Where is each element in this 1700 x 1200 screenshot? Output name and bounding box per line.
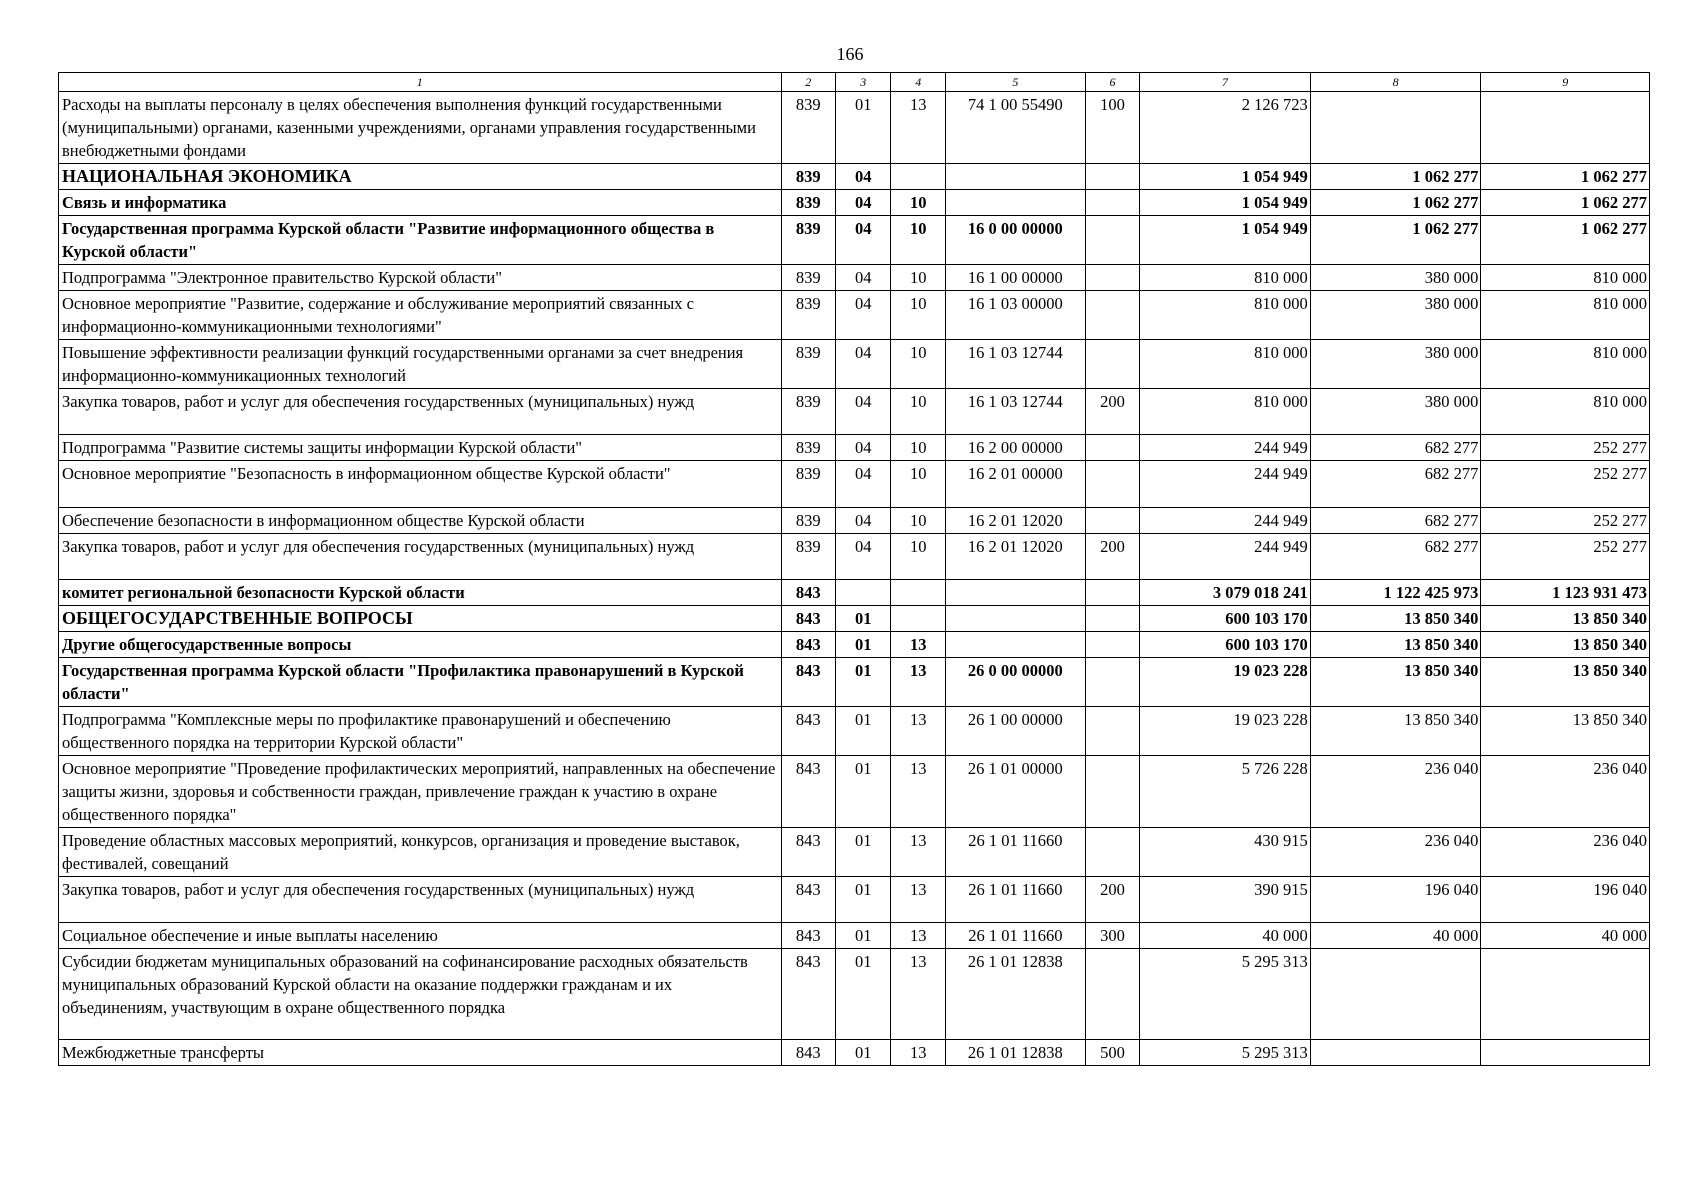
code-target-cell: 26 1 01 11660 <box>945 828 1085 877</box>
amount-cell: 40 000 <box>1481 923 1650 949</box>
code-target-cell <box>945 606 1085 632</box>
code-subsection-cell: 10 <box>891 389 945 435</box>
table-row <box>59 265 1650 291</box>
code-type-cell: 100 <box>1085 92 1139 164</box>
amount-cell: 2 126 723 <box>1140 92 1311 164</box>
amount-cell: 1 062 277 <box>1310 190 1481 216</box>
code-subsection-cell: 10 <box>891 435 945 461</box>
code-section-cell: 04 <box>835 265 891 291</box>
amount-cell: 13 850 340 <box>1481 658 1650 707</box>
code-subsection-cell: 10 <box>891 265 945 291</box>
code-target-cell <box>945 632 1085 658</box>
amount-cell: 1 062 277 <box>1310 164 1481 190</box>
amount-cell: 380 000 <box>1310 389 1481 435</box>
amount-cell: 1 054 949 <box>1140 190 1311 216</box>
row-name-cell: Подпрограмма "Электронное правительство Курской области" <box>59 265 782 291</box>
code-section-cell: 04 <box>835 190 891 216</box>
row-name-cell: Субсидии бюджетам муниципальных образований на софинансирование расходных обязательств муниципальных образований Курской области на оказание поддержки гражданам и их объединениям, участвующим в охране общественного порядка <box>59 949 782 1040</box>
code-section-cell: 01 <box>835 707 891 756</box>
code-type-cell <box>1085 949 1139 1040</box>
row-name-cell: Обеспечение безопасности в информационном обществе Курской области <box>59 508 782 534</box>
row-name-cell: Другие общегосударственные вопросы <box>59 632 782 658</box>
amount-cell: 236 040 <box>1310 756 1481 828</box>
amount-cell: 380 000 <box>1310 291 1481 340</box>
code-subsection-cell: 13 <box>891 632 945 658</box>
amount-cell <box>1481 949 1650 1040</box>
row-name-cell: Государственная программа Курской области "Развитие информационного общества в Курской области" <box>59 216 782 265</box>
code-type-cell <box>1085 340 1139 389</box>
code-gp-cell: 839 <box>781 435 835 461</box>
amount-cell: 380 000 <box>1310 340 1481 389</box>
code-section-cell <box>835 580 891 606</box>
table-row <box>59 461 1650 508</box>
code-subsection-cell: 10 <box>891 291 945 340</box>
row-name-cell: Закупка товаров, работ и услуг для обеспечения государственных (муниципальных) нужд <box>59 877 782 923</box>
column-header: 3 <box>835 73 891 92</box>
code-section-cell: 01 <box>835 756 891 828</box>
amount-cell: 810 000 <box>1140 340 1311 389</box>
column-header: 4 <box>891 73 945 92</box>
amount-cell: 236 040 <box>1481 756 1650 828</box>
row-name-cell: Социальное обеспечение и иные выплаты населению <box>59 923 782 949</box>
code-type-cell <box>1085 164 1139 190</box>
code-gp-cell: 839 <box>781 92 835 164</box>
code-subsection-cell: 13 <box>891 756 945 828</box>
amount-cell: 682 277 <box>1310 508 1481 534</box>
code-gp-cell: 843 <box>781 707 835 756</box>
code-type-cell <box>1085 632 1139 658</box>
amount-cell: 810 000 <box>1481 389 1650 435</box>
code-gp-cell: 839 <box>781 340 835 389</box>
code-type-cell: 500 <box>1085 1040 1139 1066</box>
table-row <box>59 1040 1650 1066</box>
code-subsection-cell: 10 <box>891 461 945 508</box>
amount-cell: 810 000 <box>1140 265 1311 291</box>
table-row <box>59 389 1650 435</box>
code-gp-cell: 843 <box>781 1040 835 1066</box>
amount-cell: 5 726 228 <box>1140 756 1311 828</box>
code-target-cell: 26 1 00 00000 <box>945 707 1085 756</box>
code-target-cell: 16 2 01 00000 <box>945 461 1085 508</box>
code-type-cell <box>1085 461 1139 508</box>
column-header: 8 <box>1310 73 1481 92</box>
row-name-cell: комитет региональной безопасности Курской области <box>59 580 782 606</box>
code-target-cell <box>945 190 1085 216</box>
amount-cell: 1 062 277 <box>1310 216 1481 265</box>
header-row <box>59 73 1650 92</box>
amount-cell: 244 949 <box>1140 435 1311 461</box>
amount-cell: 244 949 <box>1140 534 1311 580</box>
code-target-cell: 16 1 03 12744 <box>945 389 1085 435</box>
amount-cell: 390 915 <box>1140 877 1311 923</box>
table-row <box>59 508 1650 534</box>
amount-cell: 600 103 170 <box>1140 606 1311 632</box>
amount-cell: 252 277 <box>1481 534 1650 580</box>
code-target-cell: 74 1 00 55490 <box>945 92 1085 164</box>
amount-cell: 810 000 <box>1140 389 1311 435</box>
code-type-cell <box>1085 216 1139 265</box>
row-name-cell: Основное мероприятие "Развитие, содержание и обслуживание мероприятий связанных с информационно-коммуникационными технологиями" <box>59 291 782 340</box>
table-row <box>59 291 1650 340</box>
column-header: 9 <box>1481 73 1650 92</box>
code-section-cell: 01 <box>835 1040 891 1066</box>
code-gp-cell: 843 <box>781 828 835 877</box>
code-type-cell <box>1085 190 1139 216</box>
code-target-cell: 26 0 00 00000 <box>945 658 1085 707</box>
code-subsection-cell: 13 <box>891 658 945 707</box>
row-name-cell: Межбюджетные трансферты <box>59 1040 782 1066</box>
row-name-cell: НАЦИОНАЛЬНАЯ ЭКОНОМИКА <box>59 164 782 190</box>
amount-cell: 682 277 <box>1310 534 1481 580</box>
code-type-cell <box>1085 580 1139 606</box>
code-gp-cell: 839 <box>781 461 835 508</box>
code-gp-cell: 843 <box>781 923 835 949</box>
code-subsection-cell: 10 <box>891 534 945 580</box>
table-row <box>59 606 1650 632</box>
code-target-cell: 16 1 00 00000 <box>945 265 1085 291</box>
row-name-cell: Расходы на выплаты персоналу в целях обеспечения выполнения функций государственными (муниципальными) органами, казенными учреждениями, органами управления государственными внебюджетными фондами <box>59 92 782 164</box>
column-header: 5 <box>945 73 1085 92</box>
code-target-cell: 26 1 01 12838 <box>945 1040 1085 1066</box>
amount-cell: 430 915 <box>1140 828 1311 877</box>
code-type-cell <box>1085 435 1139 461</box>
amount-cell: 13 850 340 <box>1481 606 1650 632</box>
row-name-cell: Закупка товаров, работ и услуг для обеспечения государственных (муниципальных) нужд <box>59 389 782 435</box>
amount-cell: 1 062 277 <box>1481 190 1650 216</box>
code-gp-cell: 843 <box>781 606 835 632</box>
code-subsection-cell: 10 <box>891 508 945 534</box>
table-row <box>59 580 1650 606</box>
code-gp-cell: 843 <box>781 877 835 923</box>
amount-cell: 380 000 <box>1310 265 1481 291</box>
amount-cell: 1 062 277 <box>1481 164 1650 190</box>
amount-cell: 3 079 018 241 <box>1140 580 1311 606</box>
code-gp-cell: 843 <box>781 658 835 707</box>
amount-cell: 810 000 <box>1140 291 1311 340</box>
table-row <box>59 949 1650 1040</box>
code-section-cell: 01 <box>835 606 891 632</box>
code-gp-cell: 839 <box>781 190 835 216</box>
code-section-cell: 04 <box>835 164 891 190</box>
code-section-cell: 04 <box>835 435 891 461</box>
amount-cell: 236 040 <box>1310 828 1481 877</box>
code-target-cell: 16 2 01 12020 <box>945 508 1085 534</box>
code-type-cell <box>1085 828 1139 877</box>
amount-cell: 19 023 228 <box>1140 658 1311 707</box>
table-row <box>59 756 1650 828</box>
code-subsection-cell: 10 <box>891 216 945 265</box>
code-subsection-cell: 10 <box>891 190 945 216</box>
column-header: 6 <box>1085 73 1139 92</box>
code-section-cell: 04 <box>835 291 891 340</box>
amount-cell: 13 850 340 <box>1481 707 1650 756</box>
code-target-cell: 16 2 01 12020 <box>945 534 1085 580</box>
amount-cell: 1 123 931 473 <box>1481 580 1650 606</box>
budget-table <box>58 72 1650 1066</box>
amount-cell: 1 062 277 <box>1481 216 1650 265</box>
code-subsection-cell: 13 <box>891 877 945 923</box>
code-section-cell: 04 <box>835 461 891 508</box>
amount-cell <box>1310 1040 1481 1066</box>
amount-cell: 196 040 <box>1481 877 1650 923</box>
code-target-cell: 16 0 00 00000 <box>945 216 1085 265</box>
table-row <box>59 828 1650 877</box>
code-section-cell: 01 <box>835 923 891 949</box>
code-target-cell <box>945 164 1085 190</box>
column-header: 7 <box>1140 73 1311 92</box>
code-target-cell: 26 1 01 11660 <box>945 877 1085 923</box>
table-row <box>59 534 1650 580</box>
code-target-cell: 16 1 03 00000 <box>945 291 1085 340</box>
row-name-cell: Государственная программа Курской области "Профилактика правонарушений в Курской области" <box>59 658 782 707</box>
code-gp-cell: 843 <box>781 756 835 828</box>
amount-cell: 13 850 340 <box>1310 632 1481 658</box>
row-name-cell: ОБЩЕГОСУДАРСТВЕННЫЕ ВОПРОСЫ <box>59 606 782 632</box>
table-row <box>59 216 1650 265</box>
code-subsection-cell: 10 <box>891 340 945 389</box>
row-name-cell: Повышение эффективности реализации функций государственными органами за счет внедрения информационно-коммуникационных технологий <box>59 340 782 389</box>
code-subsection-cell <box>891 606 945 632</box>
row-name-cell: Подпрограмма "Развитие системы защиты информации Курской области" <box>59 435 782 461</box>
page-number: 166 <box>836 44 864 64</box>
row-name-cell: Проведение областных массовых мероприятий, конкурсов, организация и проведение выставок, фестивалей, совещаний <box>59 828 782 877</box>
code-type-cell: 200 <box>1085 534 1139 580</box>
code-subsection-cell: 13 <box>891 949 945 1040</box>
row-name-cell: Связь и информатика <box>59 190 782 216</box>
column-header: 1 <box>59 73 782 92</box>
table-row <box>59 707 1650 756</box>
amount-cell: 196 040 <box>1310 877 1481 923</box>
amount-cell: 40 000 <box>1140 923 1311 949</box>
code-section-cell: 04 <box>835 508 891 534</box>
amount-cell <box>1481 92 1650 164</box>
code-target-cell: 16 2 00 00000 <box>945 435 1085 461</box>
table-row <box>59 92 1650 164</box>
code-type-cell <box>1085 265 1139 291</box>
amount-cell: 682 277 <box>1310 435 1481 461</box>
code-section-cell: 01 <box>835 828 891 877</box>
code-section-cell: 01 <box>835 92 891 164</box>
code-subsection-cell <box>891 164 945 190</box>
code-target-cell: 26 1 01 11660 <box>945 923 1085 949</box>
code-section-cell: 04 <box>835 389 891 435</box>
code-target-cell <box>945 580 1085 606</box>
amount-cell: 13 850 340 <box>1310 658 1481 707</box>
row-name-cell: Основное мероприятие "Проведение профилактических мероприятий, направленных на обеспечение защиты жизни, здоровья и собственности граждан, привлечение граждан к участию в охране общественного порядка" <box>59 756 782 828</box>
amount-cell: 13 850 340 <box>1481 632 1650 658</box>
code-section-cell: 04 <box>835 340 891 389</box>
code-type-cell <box>1085 707 1139 756</box>
table-row <box>59 435 1650 461</box>
amount-cell: 236 040 <box>1481 828 1650 877</box>
amount-cell <box>1481 1040 1650 1066</box>
amount-cell: 1 054 949 <box>1140 164 1311 190</box>
amount-cell: 244 949 <box>1140 461 1311 508</box>
amount-cell: 40 000 <box>1310 923 1481 949</box>
code-subsection-cell: 13 <box>891 1040 945 1066</box>
amount-cell: 13 850 340 <box>1310 707 1481 756</box>
code-gp-cell: 839 <box>781 389 835 435</box>
amount-cell: 5 295 313 <box>1140 1040 1311 1066</box>
amount-cell: 252 277 <box>1481 461 1650 508</box>
amount-cell: 13 850 340 <box>1310 606 1481 632</box>
table-row <box>59 340 1650 389</box>
code-type-cell: 200 <box>1085 389 1139 435</box>
code-section-cell: 01 <box>835 949 891 1040</box>
code-subsection-cell: 13 <box>891 923 945 949</box>
amount-cell: 19 023 228 <box>1140 707 1311 756</box>
code-target-cell: 16 1 03 12744 <box>945 340 1085 389</box>
amount-cell: 810 000 <box>1481 265 1650 291</box>
code-gp-cell: 843 <box>781 949 835 1040</box>
table-row <box>59 190 1650 216</box>
table-row <box>59 877 1650 923</box>
code-subsection-cell: 13 <box>891 828 945 877</box>
amount-cell: 810 000 <box>1481 291 1650 340</box>
code-gp-cell: 839 <box>781 265 835 291</box>
column-header: 2 <box>781 73 835 92</box>
code-type-cell <box>1085 658 1139 707</box>
code-section-cell: 01 <box>835 632 891 658</box>
code-gp-cell: 839 <box>781 291 835 340</box>
row-name-cell: Основное мероприятие "Безопасность в информационном обществе Курской области" <box>59 461 782 508</box>
row-name-cell: Закупка товаров, работ и услуг для обеспечения государственных (муниципальных) нужд <box>59 534 782 580</box>
code-subsection-cell: 13 <box>891 707 945 756</box>
code-section-cell: 01 <box>835 877 891 923</box>
code-type-cell: 300 <box>1085 923 1139 949</box>
code-gp-cell: 843 <box>781 580 835 606</box>
code-gp-cell: 839 <box>781 164 835 190</box>
table-row <box>59 164 1650 190</box>
code-type-cell <box>1085 508 1139 534</box>
amount-cell: 252 277 <box>1481 435 1650 461</box>
code-gp-cell: 839 <box>781 534 835 580</box>
amount-cell: 1 122 425 973 <box>1310 580 1481 606</box>
row-name-cell: Подпрограмма "Комплексные меры по профилактике правонарушений и обеспечению общественного порядка на территории Курской области" <box>59 707 782 756</box>
amount-cell <box>1310 92 1481 164</box>
amount-cell: 252 277 <box>1481 508 1650 534</box>
code-subsection-cell <box>891 580 945 606</box>
code-target-cell: 26 1 01 00000 <box>945 756 1085 828</box>
amount-cell: 5 295 313 <box>1140 949 1311 1040</box>
table-row <box>59 632 1650 658</box>
amount-cell: 682 277 <box>1310 461 1481 508</box>
code-section-cell: 01 <box>835 658 891 707</box>
amount-cell <box>1310 949 1481 1040</box>
code-gp-cell: 839 <box>781 508 835 534</box>
code-type-cell <box>1085 756 1139 828</box>
code-gp-cell: 839 <box>781 216 835 265</box>
code-type-cell: 200 <box>1085 877 1139 923</box>
amount-cell: 244 949 <box>1140 508 1311 534</box>
code-gp-cell: 843 <box>781 632 835 658</box>
code-section-cell: 04 <box>835 216 891 265</box>
amount-cell: 1 054 949 <box>1140 216 1311 265</box>
table-row <box>59 658 1650 707</box>
code-section-cell: 04 <box>835 534 891 580</box>
amount-cell: 600 103 170 <box>1140 632 1311 658</box>
table-row <box>59 923 1650 949</box>
code-subsection-cell: 13 <box>891 92 945 164</box>
code-type-cell <box>1085 606 1139 632</box>
code-type-cell <box>1085 291 1139 340</box>
code-target-cell: 26 1 01 12838 <box>945 949 1085 1040</box>
amount-cell: 810 000 <box>1481 340 1650 389</box>
